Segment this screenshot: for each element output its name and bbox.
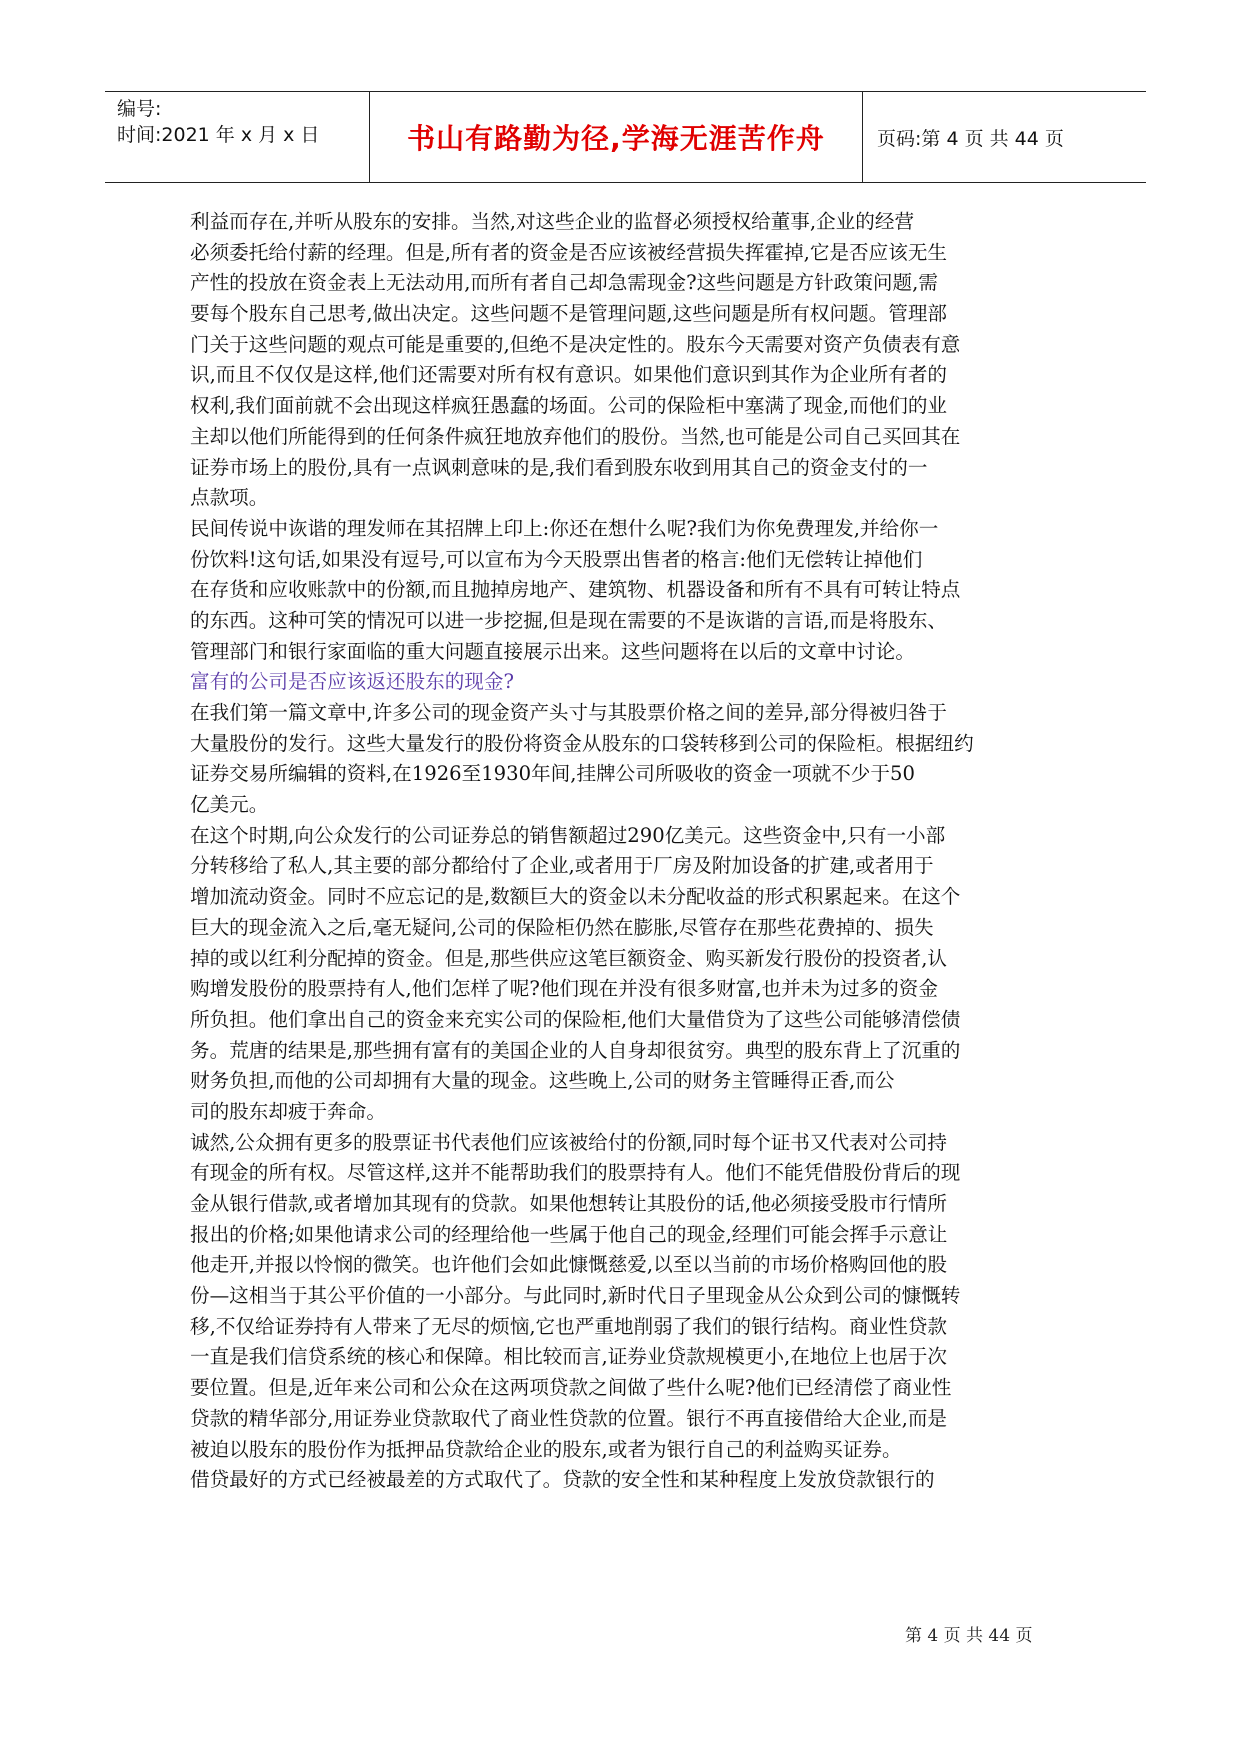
text-line: 有现金的所有权。尽管这样,这并不能帮助我们的股票持有人。他们不能凭借股份背后的现: [190, 1161, 961, 1185]
header-page-cell: [863, 92, 1146, 182]
document-time-label: 时间:2021 年 x 月 x 日: [117, 124, 320, 146]
text-line: 点款项。: [190, 486, 269, 510]
text-line: 分转移给了私人,其主要的部分都给付了企业,或者用于厂房及附加设备的扩建,或者用于: [190, 854, 934, 878]
text-line: 必须委托给付薪的经理。但是,所有者的资金是否应该被经营损失挥霍掉,它是否应该无生: [190, 240, 948, 264]
text-line: 掉的或以红利分配掉的资金。但是,那些供应这笔巨额资金、购买新发行股份的投资者,认: [190, 946, 948, 970]
text-line: 证券交易所编辑的资料,在1926至1930年间,挂牌公司所吸收的资金一项就不少于50: [190, 762, 915, 786]
page-header: [105, 91, 1146, 183]
text-line: 司的股东却疲于奔命。: [190, 1099, 386, 1123]
text-line: 利益而存在,并听从股东的安排。当然,对这些企业的监督必须授权给董事,企业的经营: [190, 210, 915, 233]
text-line: 在存货和应收账款中的份额,而且抛掉房地产、建筑物、机器设备和所有不具有可转让特点: [190, 578, 961, 602]
text-line: 的东西。这种可笑的情况可以进一步挖掘,但是现在需要的不是诙谐的言语,而是将股东、: [190, 608, 948, 632]
text-line: 管理部门和银行家面临的重大问题直接展示出来。这些问题将在以后的文章中讨论。: [190, 639, 915, 663]
text-line: 民间传说中诙谐的理发师在其招牌上印上:你还在想什么呢?我们为你免费理发,并给你一: [190, 516, 939, 540]
text-line: 一直是我们信贷系统的核心和保障。相比较而言,证券业贷款规模更小,在地位上也居于次: [190, 1345, 948, 1369]
text-line: 被迫以股东的股份作为抵押品贷款给企业的股东,或者为银行自己的利益购买证券。: [190, 1437, 902, 1461]
header-motto: 书山有路勤为径,学海无涯苦作舟: [407, 122, 825, 155]
text-line: 大量股份的发行。这些大量发行的股份将资金从股东的口袋转移到公司的保险柜。根据纽约: [190, 731, 974, 755]
text-line: 购增发股份的股票持有人,他们怎样了呢?他们现在并没有很多财富,也并未为过多的资金: [190, 977, 938, 1001]
text-line: 贷款的精华部分,用证券业贷款取代了商业性贷款的位置。银行不再直接借给大企业,而是: [190, 1406, 948, 1430]
text-line: 所负担。他们拿出自己的资金来充实公司的保险柜,他们大量借贷为了这些公司能够清偿债: [190, 1007, 961, 1031]
text-line: 诚然,公众拥有更多的股票证书代表他们应该被给付的份额,同时每个证书又代表对公司持: [190, 1130, 948, 1154]
page-footer: 第 4 页 共 44 页: [905, 1626, 1033, 1646]
text-line: 亿美元。: [190, 793, 269, 817]
text-line: 主却以他们所能得到的任何条件疯狂地放弃他们的股份。当然,也可能是公司自己买回其在: [190, 424, 961, 448]
text-line: 要位置。但是,近年来公司和公众在这两项贷款之间做了些什么呢?他们已经清偿了商业性: [190, 1376, 952, 1400]
text-line: 财务负担,而他的公司却拥有大量的现金。这些晚上,公司的财务主管睡得正香,而公: [190, 1069, 895, 1093]
text-line: 证券市场上的股份,具有一点讽刺意味的是,我们看到股东收到用其自己的资金支付的一: [190, 455, 928, 479]
text-line: 他走开,并报以怜悯的微笑。也许他们会如此慷慨慈爱,以至以当前的市场价格购回他的股: [190, 1253, 948, 1277]
document-body: [190, 207, 1070, 1496]
text-line: 增加流动资金。同时不应忘记的是,数额巨大的资金以未分配收益的形式积累起来。在这个: [190, 885, 961, 909]
text-line: 金从银行借款,或者增加其现有的贷款。如果他想转让其股份的话,他必须接受股市行情所: [190, 1192, 948, 1215]
document-number-label: 编号:: [117, 98, 162, 120]
text-line: 在我们第一篇文章中,许多公司的现金资产头寸与其股票价格之间的差异,部分得被归咎于: [190, 701, 948, 724]
text-line: 报出的价格;如果他请求公司的经理给他一些属于他自己的现金,经理们可能会挥手示意让: [190, 1222, 948, 1246]
text-line: 份饮料!这句话,如果没有逗号,可以宣布为今天股票出售者的格言:他们无偿转让掉他们: [190, 547, 923, 571]
text-line: 份—这相当于其公平价值的一小部分。与此同时,新时代日子里现金从公众到公司的慷慨转: [190, 1284, 961, 1308]
header-meta-cell: [105, 92, 370, 182]
text-line: 巨大的现金流入之后,毫无疑问,公司的保险柜仍然在膨胀,尽管存在那些花费掉的、损失: [190, 915, 934, 939]
section-heading: 富有的公司是否应该返还股东的现金?: [190, 670, 515, 694]
header-motto-cell: [370, 92, 863, 182]
text-line: 要每个股东自己思考,做出决定。这些问题不是管理问题,这些问题是所有权问题。管理部: [190, 302, 948, 326]
header-page-info: 页码:第 4 页 共 44 页: [877, 127, 1064, 150]
text-line: 务。荒唐的结果是,那些拥有富有的美国企业的人自身却很贫穷。典型的股东背上了沉重的: [190, 1038, 961, 1062]
text-line: 在这个时期,向公众发行的公司证券总的销售额超过290亿美元。这些资金中,只有一小部: [190, 823, 946, 847]
text-line: 识,而且不仅仅是这样,他们还需要对所有权有意识。如果他们意识到其作为企业所有者的: [190, 363, 948, 387]
text-line: 产性的投放在资金表上无法动用,而所有者自己却急需现金?这些问题是方针政策问题,需: [190, 271, 938, 295]
text-line: 借贷最好的方式已经被最差的方式取代了。贷款的安全性和某种程度上发放贷款银行的: [190, 1468, 935, 1492]
text-line: 权利,我们面前就不会出现这样疯狂愚蠢的场面。公司的保险柜中塞满了现金,而他们的业: [190, 394, 948, 418]
text-line: 门关于这些问题的观点可能是重要的,但绝不是决定性的。股东今天需要对资产负债表有意: [190, 332, 961, 356]
text-line: 移,不仅给证券持有人带来了无尽的烦恼,它也严重地削弱了我们的银行结构。商业性贷款: [190, 1314, 948, 1338]
